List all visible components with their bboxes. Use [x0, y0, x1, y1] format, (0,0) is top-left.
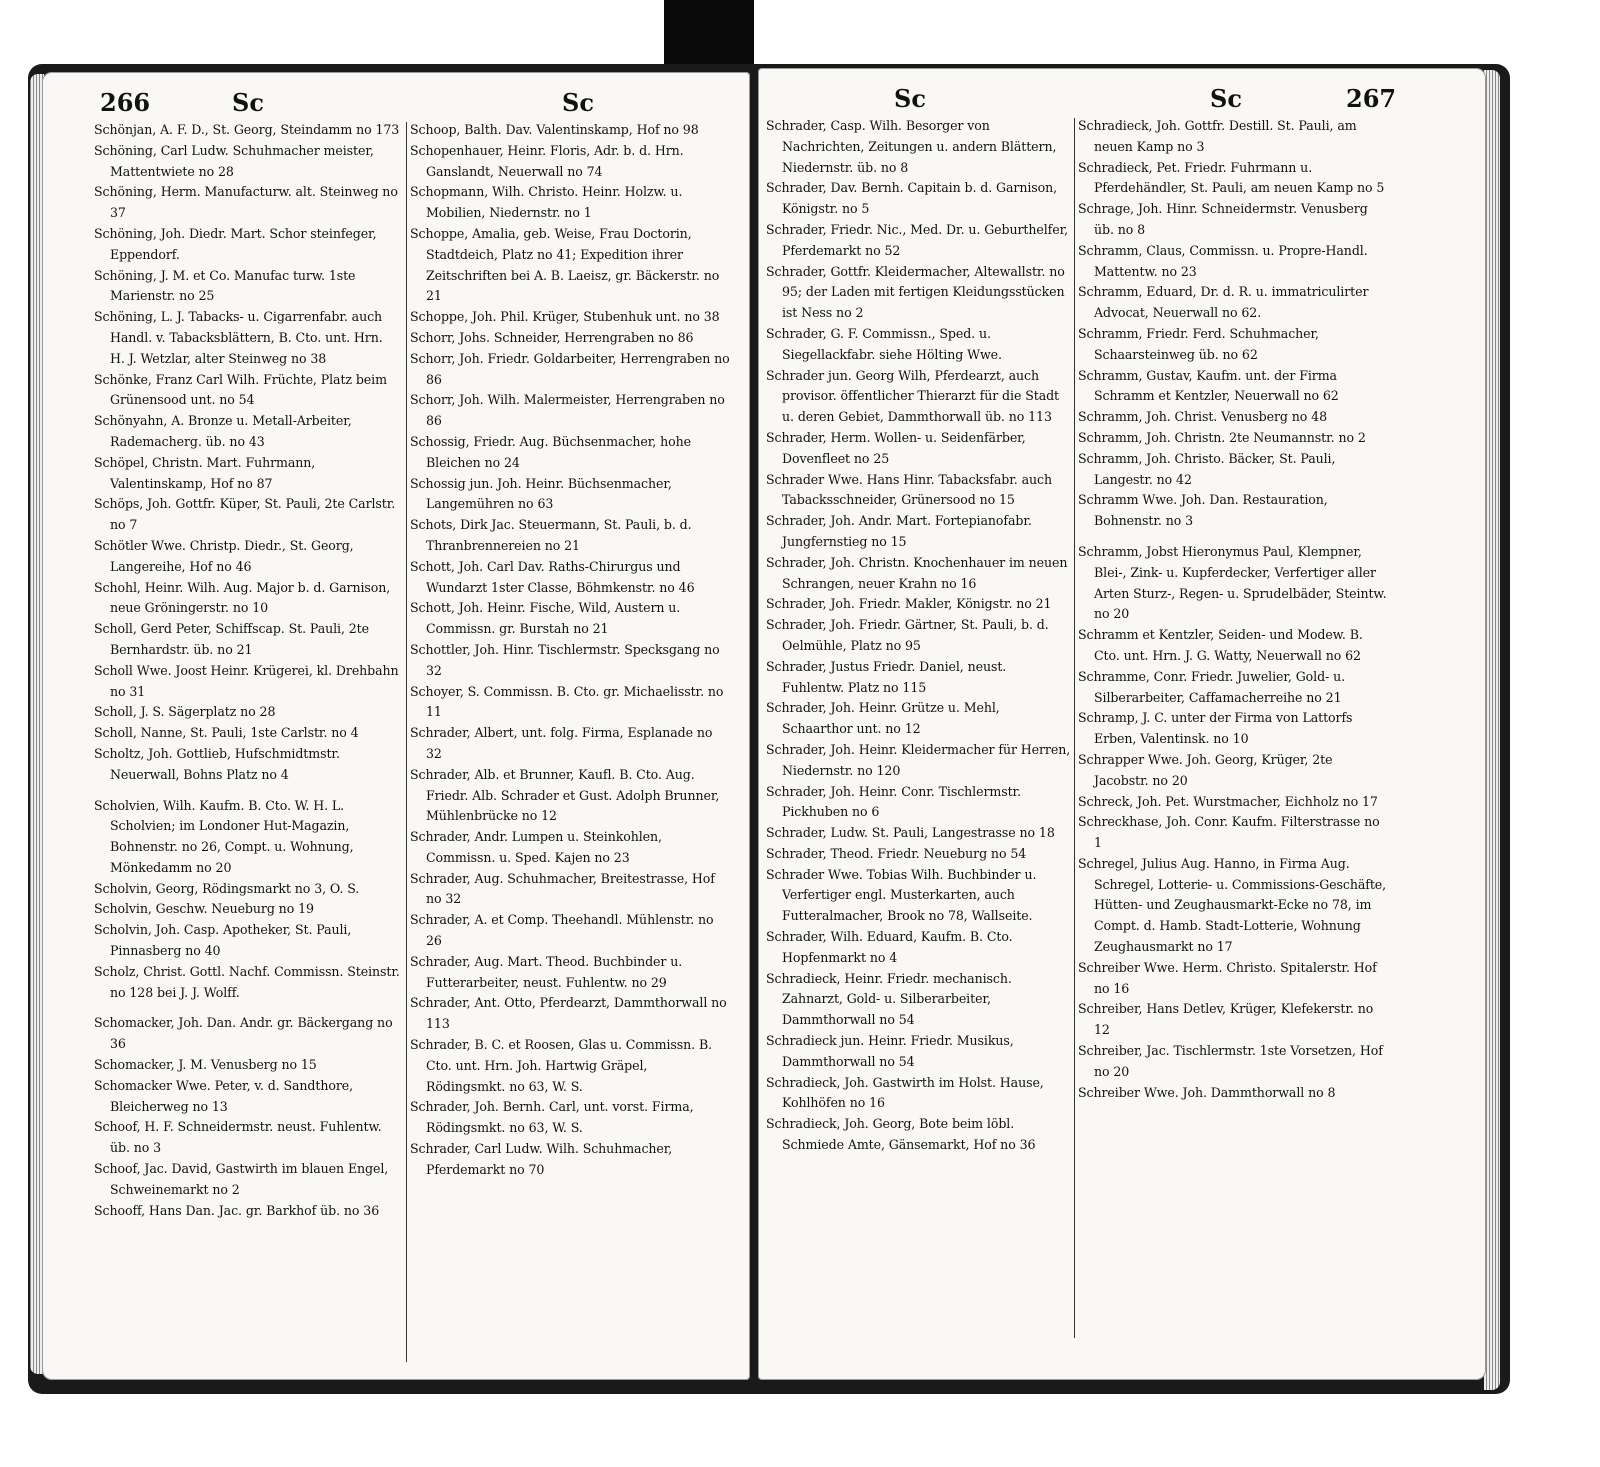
directory-entry: Schottler, Joh. Hinr. Tischlermstr. Specksgang no 32	[410, 641, 720, 678]
right-page	[758, 68, 1486, 1380]
directory-entry: Scholvin, Joh. Casp. Apotheker, St. Pauli, Pinnasberg no 40	[94, 922, 352, 959]
directory-entry: Schrader, Alb. et Brunner, Kaufl. B. Cto. Aug. Friedr. Alb. Schrader et Gust. Adolph Brunner, Mühlenbrücke no 12	[410, 766, 720, 824]
directory-entry: Schrader Wwe. Hans Hinr. Tabacksfabr. auch Tabacksschneider, Grünersood no 15	[766, 471, 1052, 508]
directory-entry: Scholz, Christ. Gottl. Nachf. Commissn. Steinstr. no 128 bei J. J. Wolff.	[94, 963, 400, 1000]
directory-entry: Schramm, Gustav, Kaufm. unt. der Firma Schramm et Kentzler, Neuerwall no 62	[1078, 367, 1339, 404]
directory-entry: Schorr, Johs. Schneider, Herrengraben no 86	[410, 329, 694, 345]
directory-entry: Schrader, Justus Friedr. Daniel, neust. Fuhlentw. Platz no 115	[766, 658, 1007, 695]
directory-entry: Schrader, Aug. Schuhmacher, Breitestrasse, Hof no 32	[410, 870, 715, 907]
directory-entry: Schrader, Ant. Otto, Pferdearzt, Dammthorwall no 113	[410, 995, 727, 1032]
directory-entry: Schöning, Herm. Manufacturw. alt. Steinweg no 37	[94, 184, 398, 221]
directory-entry: Schreckhase, Joh. Conr. Kaufm. Filterstrasse no 1	[1078, 814, 1380, 851]
directory-column-2	[1078, 116, 1390, 1103]
directory-entry: Schreiber Wwe. Joh. Dammthorwall no 8	[1078, 1084, 1336, 1100]
directory-entry: Schrader, Joh. Christn. Knochenhauer im neuen Schrangen, neuer Krahn no 16	[766, 554, 1068, 591]
directory-entry: Schreiber, Jac. Tischlermstr. 1ste Vorsetzen, Hof no 20	[1078, 1043, 1383, 1079]
directory-entry: Scholvien, Wilh. Kaufm. B. Cto. W. H. L. Scholvien; im Londoner Hut-Magazin, Bohnenstr. no 26, Compt. u. Wohnung, Mönkedamm no 20	[94, 797, 354, 875]
page-number: 267	[1346, 84, 1397, 113]
directory-entry: Schradieck, Joh. Gottfr. Destill. St. Pauli, am neuen Kamp no 3	[1078, 118, 1357, 154]
directory-column-2	[410, 120, 730, 1181]
directory-entry: Schönjan, A. F. D., St. Georg, Steindamm no 173	[94, 122, 400, 137]
directory-entry: Schregel, Julius Aug. Hanno, in Firma Aug. Schregel, Lotterie- u. Commissions-Geschäfte, Hütten- und Zeughausmarkt-Ecke no 78, im Compt. d. Hamb. Stadt-Lotterie, Wohnung Zeughausmarkt no 17	[1078, 855, 1387, 955]
running-head-left: Sc	[232, 88, 264, 117]
directory-entry: Schöps, Joh. Gottfr. Küper, St. Pauli, 2te Carlstr. no 7	[94, 496, 396, 533]
directory-entry: Schramm et Kentzler, Seiden- und Modew. B. Cto. unt. Hrn. J. G. Watty, Neuerwall no 62	[1078, 627, 1363, 663]
directory-entry: Scholl, Gerd Peter, Schiffscap. St. Pauli, 2te Bernhardstr. üb. no 21	[94, 621, 369, 657]
column-rule	[406, 122, 407, 1362]
directory-entry: Scholl Wwe. Joost Heinr. Krügerei, kl. Drehbahn no 31	[94, 662, 399, 699]
directory-column-1	[94, 120, 400, 1221]
directory-entry: Scholtz, Joh. Gottlieb, Hufschmidtmstr. Neuerwall, Bohns Platz no 4	[94, 745, 340, 782]
directory-entry: Schönke, Franz Carl Wilh. Früchte, Platz beim Grünensood unt. no 54	[94, 371, 387, 408]
directory-entry: Schöning, J. M. et Co. Manufac turw. 1ste Marienstr. no 25	[94, 267, 356, 304]
directory-entry: Schrader, Theod. Friedr. Neueburg no 54	[766, 845, 1027, 861]
directory-entry: Schrader, Joh. Friedr. Gärtner, St. Pauli, b. d. Oelmühle, Platz no 95	[766, 617, 1049, 653]
directory-entry: Schötler Wwe. Christp. Diedr., St. Georg, Langereihe, Hof no 46	[94, 537, 354, 574]
directory-entry: Schrader, Joh. Bernh. Carl, unt. vorst. Firma, Rödingsmkt. no 63, W. S.	[410, 1099, 694, 1136]
directory-entry: Schrader, Gottfr. Kleidermacher, Altewallstr. no 95; der Laden mit fertigen Kleidungsstücken ist Ness no 2	[766, 263, 1065, 321]
directory-entry: Schopmann, Wilh. Christo. Heinr. Holzw. u. Mobilien, Niedernstr. no 1	[410, 184, 683, 221]
directory-entry: Schorr, Joh. Friedr. Goldarbeiter, Herrengraben no 86	[410, 350, 730, 387]
directory-entry: Schönyahn, A. Bronze u. Metall-Arbeiter, Rademacherg. üb. no 43	[94, 413, 352, 449]
directory-entry: Schoyer, S. Commissn. B. Cto. gr. Michaelisstr. no 11	[410, 683, 724, 720]
directory-entry: Scholl, Nanne, St. Pauli, 1ste Carlstr. no 4	[94, 725, 359, 741]
directory-entry: Schoppe, Joh. Phil. Krüger, Stubenhuk unt. no 38	[410, 309, 720, 325]
directory-entry: Schramm, Joh. Christ. Venusberg no 48	[1078, 409, 1327, 425]
directory-entry: Schramm, Jobst Hieronymus Paul, Klempner, Blei-, Zink- u. Kupferdecker, Verfertiger aller Arten Sturz-, Regen- u. Sprudelbäder, Steintw. no 20	[1078, 543, 1387, 622]
directory-entry: Schoof, H. F. Schneidermstr. neust. Fuhlentw. üb. no 3	[94, 1119, 382, 1156]
directory-entry: Schrader, Albert, unt. folg. Firma, Esplanade no 32	[410, 725, 713, 761]
directory-entry: Schoof, Jac. David, Gastwirth im blauen Engel, Schweinemarkt no 2	[94, 1161, 389, 1197]
directory-entry: Schramm, Claus, Commissn. u. Propre-Handl. Mattentw. no 23	[1078, 242, 1368, 279]
directory-entry: Schrader, Joh. Heinr. Kleidermacher für Herren, Niedernstr. no 120	[766, 741, 1071, 778]
directory-entry: Schrader, Friedr. Nic., Med. Dr. u. Geburthelfer, Pferdemarkt no 52	[766, 221, 1069, 258]
directory-entry: Schrader, Andr. Lumpen u. Steinkohlen, Commissn. u. Sped. Kajen no 23	[410, 829, 662, 865]
directory-entry: Schramm, Eduard, Dr. d. R. u. immatriculirter Advocat, Neuerwall no 62.	[1078, 284, 1369, 321]
directory-entry: Scholl, J. S. Sägerplatz no 28	[94, 704, 276, 720]
directory-entry: Schrader, Casp. Wilh. Besorger von Nachrichten, Zeitungen u. andern Blättern, Niedernstr. üb. no 8	[766, 118, 1057, 175]
left-page	[42, 72, 750, 1380]
directory-entry: Schrader, Joh. Heinr. Conr. Tischlermstr. Pickhuben no 6	[766, 783, 1021, 820]
directory-entry: Schopenhauer, Heinr. Floris, Adr. b. d. Hrn. Ganslandt, Neuerwall no 74	[410, 142, 684, 179]
page-number: 266	[100, 88, 151, 117]
directory-entry: Schramm, Friedr. Ferd. Schuhmacher, Schaarsteinweg üb. no 62	[1078, 325, 1319, 362]
directory-entry: Schrader, A. et Comp. Theehandl. Mühlenstr. no 26	[410, 912, 714, 949]
directory-entry: Schreck, Joh. Pet. Wurstmacher, Eichholz no 17	[1078, 793, 1378, 809]
directory-entry: Schradieck jun. Heinr. Friedr. Musikus, Dammthorwall no 54	[766, 1033, 1014, 1069]
directory-entry: Schradieck, Heinr. Friedr. mechanisch. Zahnarzt, Gold- u. Silberarbeiter, Dammthorwall no 54	[766, 970, 1012, 1028]
page-edge-right	[1484, 70, 1500, 1390]
directory-entry: Schrader, Joh. Heinr. Grütze u. Mehl, Schaarthor unt. no 12	[766, 700, 1000, 737]
directory-entry: Scholvin, Georg, Rödingsmarkt no 3, O. S.	[94, 880, 360, 896]
directory-entry: Schrader, G. F. Commissn., Sped. u. Siegellackfabr. siehe Hölting Wwe.	[766, 325, 1002, 362]
directory-entry: Schoop, Balth. Dav. Valentinskamp, Hof no 98	[410, 122, 699, 137]
directory-entry: Schomacker Wwe. Peter, v. d. Sandthore, Bleicherweg no 13	[94, 1077, 354, 1114]
directory-entry: Schramm, Joh. Christn. 2te Neumannstr. no 2	[1078, 429, 1366, 445]
directory-entry: Schrader, B. C. et Roosen, Glas u. Commissn. B. Cto. unt. Hrn. Joh. Hartwig Gräpel, Rödingsmkt. no 63, W. S.	[410, 1037, 713, 1094]
directory-entry: Schöning, L. J. Tabacks- u. Cigarrenfabr. auch Handl. v. Tabacksblättern, B. Cto. unt. Hrn. H. J. Wetzlar, alter Steinweg no 38	[94, 309, 383, 366]
directory-entry: Schrapper Wwe. Joh. Georg, Krüger, 2te Jacobstr. no 20	[1078, 751, 1333, 788]
directory-entry: Schooff, Hans Dan. Jac. gr. Barkhof üb. no 36	[94, 1202, 380, 1218]
directory-entry: Schöning, Joh. Diedr. Mart. Schor steinfeger, Eppendorf.	[94, 225, 377, 262]
directory-entry: Schrader, Herm. Wollen- u. Seidenfärber, Dovenfleet no 25	[766, 429, 1026, 466]
directory-entry: Schramp, J. C. unter der Firma von Lattorfs Erben, Valentinsk. no 10	[1078, 710, 1353, 747]
directory-entry: Schrader, Joh. Andr. Mart. Fortepianofabr. Jungfernstieg no 15	[766, 513, 1032, 549]
directory-entry: Schramme, Conr. Friedr. Juwelier, Gold- u. Silberarbeiter, Caffamacherreihe no 21	[1078, 668, 1346, 705]
directory-column-1	[766, 116, 1072, 1156]
directory-entry: Schrader, Dav. Bernh. Capitain b. d. Garnison, Königstr. no 5	[766, 180, 1058, 217]
directory-entry: Schott, Joh. Carl Dav. Raths-Chirurgus und Wundarzt 1ster Classe, Böhmkenstr. no 46	[410, 558, 695, 595]
directory-entry: Schots, Dirk Jac. Steuermann, St. Pauli, b. d. Thranbrennereien no 21	[410, 517, 692, 553]
directory-entry: Schrader, Ludw. St. Pauli, Langestrasse no 18	[766, 825, 1055, 841]
directory-entry: Scholvin, Geschw. Neueburg no 19	[94, 901, 314, 917]
directory-entry: Schradieck, Joh. Gastwirth im Holst. Hause, Kohlhöfen no 16	[766, 1074, 1044, 1111]
directory-entry: Schramm Wwe. Joh. Dan. Restauration, Bohnenstr. no 3	[1078, 492, 1328, 529]
directory-entry: Schorr, Joh. Wilh. Malermeister, Herrengraben no 86	[410, 392, 725, 429]
directory-entry: Schomacker, Joh. Dan. Andr. gr. Bäckergang no 36	[94, 1015, 393, 1052]
running-head-right: Sc	[1210, 84, 1242, 113]
directory-entry: Schöpel, Christn. Mart. Fuhrmann, Valentinskamp, Hof no 87	[94, 454, 316, 491]
directory-entry: Schossig, Friedr. Aug. Büchsenmacher, hohe Bleichen no 24	[410, 433, 691, 470]
directory-entry: Schrader, Aug. Mart. Theod. Buchbinder u. Futterarbeiter, neust. Fuhlentw. no 29	[410, 953, 683, 990]
directory-entry: Schreiber Wwe. Herm. Christo. Spitalerstr. Hof no 16	[1078, 959, 1377, 996]
directory-entry: Schrader jun. Georg Wilh, Pferdearzt, auch provisor. öffentlicher Thierarzt für die Stadt u. deren Gebiet, Dammthorwall üb. no 113	[766, 367, 1060, 425]
directory-entry: Schradieck, Pet. Friedr. Fuhrmann u. Pferdehändler, St. Pauli, am neuen Kamp no 5	[1078, 159, 1385, 196]
directory-entry: Schossig jun. Joh. Heinr. Büchsenmacher, Langemühren no 63	[410, 475, 672, 512]
directory-entry: Schrader Wwe. Tobias Wilh. Buchbinder u. Verfertiger engl. Musterkarten, auch Futteralmacher, Brook no 78, Wallseite.	[766, 866, 1037, 924]
directory-entry: Schott, Joh. Heinr. Fische, Wild, Austern u. Commissn. gr. Burstah no 21	[410, 600, 681, 637]
directory-entry: Schramm, Joh. Christo. Bäcker, St. Pauli, Langestr. no 42	[1078, 450, 1336, 487]
column-rule	[1074, 118, 1075, 1338]
directory-entry: Schradieck, Joh. Georg, Bote beim löbl. Schmiede Amte, Gänsemarkt, Hof no 36	[766, 1116, 1036, 1153]
running-head-right: Sc	[562, 88, 594, 117]
directory-entry: Schomacker, J. M. Venusberg no 15	[94, 1057, 317, 1073]
directory-entry: Schohl, Heinr. Wilh. Aug. Major b. d. Garnison, neue Gröningerstr. no 10	[94, 579, 391, 616]
directory-entry: Schöning, Carl Ludw. Schuhmacher meister, Mattentwiete no 28	[94, 142, 374, 179]
directory-entry: Schoppe, Amalia, geb. Weise, Frau Doctorin, Stadtdeich, Platz no 41; Expedition ihrer Zeitschriften bei A. B. Laeisz, gr. Bäckerstr. no 21	[410, 225, 720, 304]
running-head-left: Sc	[894, 84, 926, 113]
directory-entry: Schrader, Wilh. Eduard, Kaufm. B. Cto. Hopfenmarkt no 4	[766, 929, 1013, 965]
directory-entry: Schrader, Joh. Friedr. Makler, Königstr. no 21	[766, 596, 1052, 612]
directory-entry: Schrage, Joh. Hinr. Schneidermstr. Venusberg üb. no 8	[1078, 201, 1368, 237]
directory-entry: Schrader, Carl Ludw. Wilh. Schuhmacher, Pferdemarkt no 70	[410, 1141, 673, 1177]
directory-entry: Schreiber, Hans Detlev, Krüger, Klefekerstr. no 12	[1078, 1001, 1374, 1038]
